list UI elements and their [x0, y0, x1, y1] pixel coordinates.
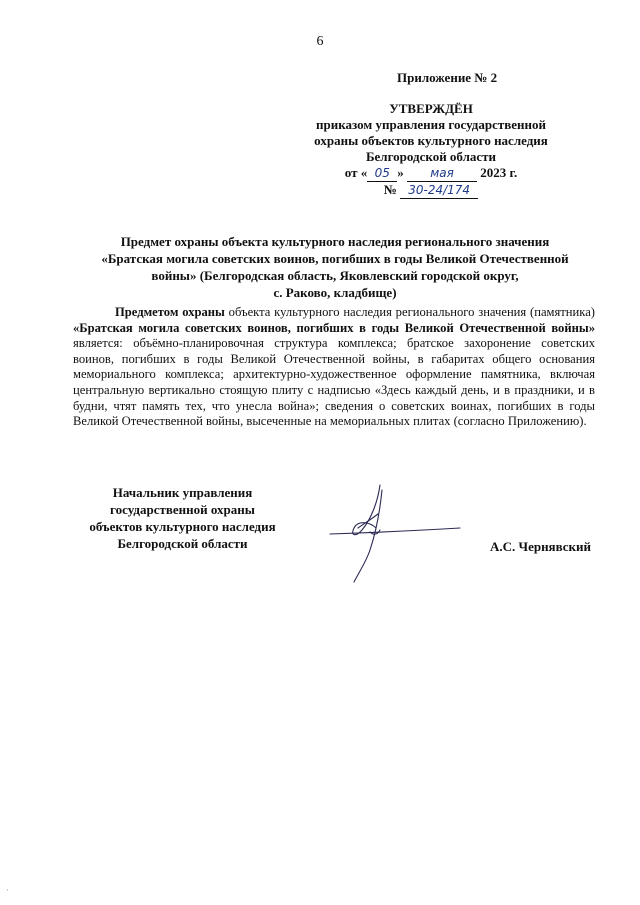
body-bold-lead: Предметом охраны — [115, 305, 225, 319]
corner-mark: · — [6, 886, 9, 896]
signatory-line-1: Начальник управления — [112, 485, 253, 500]
signatory-position — [60, 484, 305, 552]
body-bold-name: «Братская могила советских воинов, погибших в годы Великой Отечественной войны» — [73, 320, 595, 335]
signatory-name: А.С. Чернявский — [490, 539, 592, 554]
date-day: 05 — [367, 165, 397, 182]
document-title — [70, 233, 600, 301]
signatory-line-4: Белгородской области — [117, 536, 248, 551]
approval-number — [300, 182, 562, 199]
handwritten-signature — [300, 470, 490, 590]
body-paragraph — [73, 305, 595, 430]
appendix-label: Приложение № 2 — [397, 70, 498, 85]
title-line-3: войны» (Белгородская область, Яковлевский городской округ, — [151, 268, 519, 283]
date-month: мая — [407, 165, 477, 182]
date-year: 2023 г. — [480, 165, 518, 180]
title-line-1: Предмет охраны объекта культурного наследия регионального значения — [120, 234, 550, 249]
body-text — [73, 305, 595, 430]
number-value: 30-24/174 — [400, 182, 478, 199]
signatory-line-2: государственной охраны — [110, 502, 255, 517]
title-line-2: «Братская могила советских воинов, погибших в годы Великой Отечественной — [101, 251, 569, 266]
signatory-line-3: объектов культурного наследия — [89, 519, 276, 534]
approval-line-2: охраны объектов культурного наследия — [314, 133, 548, 148]
date-mid: » — [397, 165, 404, 180]
number-prefix: № — [383, 182, 397, 197]
approval-block — [300, 101, 562, 199]
body-text-2: является: объёмно-планировочная структура комплекса; братское захоронение советских воинов, погибших в годы Великой Отечественной войны, в габаритах общего основания мемориального комплекса; архитектурно-художественное оформление памятника, включая центральную вертикально стоящую плиту с надписью «Здесь каждый день, и в праздники, и в будни, чтят память тех, что унесла война»; сведения о советских воинах, погибших в годы Великой Отечественной войны, высеченные на мемориальных плитах (согласно Приложению). — [73, 336, 595, 429]
title-line-4: с. Раково, кладбище) — [273, 285, 397, 300]
page-number: 6 — [316, 34, 324, 49]
approval-date — [300, 165, 562, 182]
approval-line-3: Белгородской области — [365, 149, 497, 164]
date-prefix: от « — [344, 165, 368, 180]
body-text-1: объекта культурного наследия регионального значения (памятника) — [224, 305, 595, 319]
approval-line-1: приказом управления государственной — [316, 117, 546, 132]
approval-title: УТВЕРЖДЁН — [389, 101, 473, 116]
